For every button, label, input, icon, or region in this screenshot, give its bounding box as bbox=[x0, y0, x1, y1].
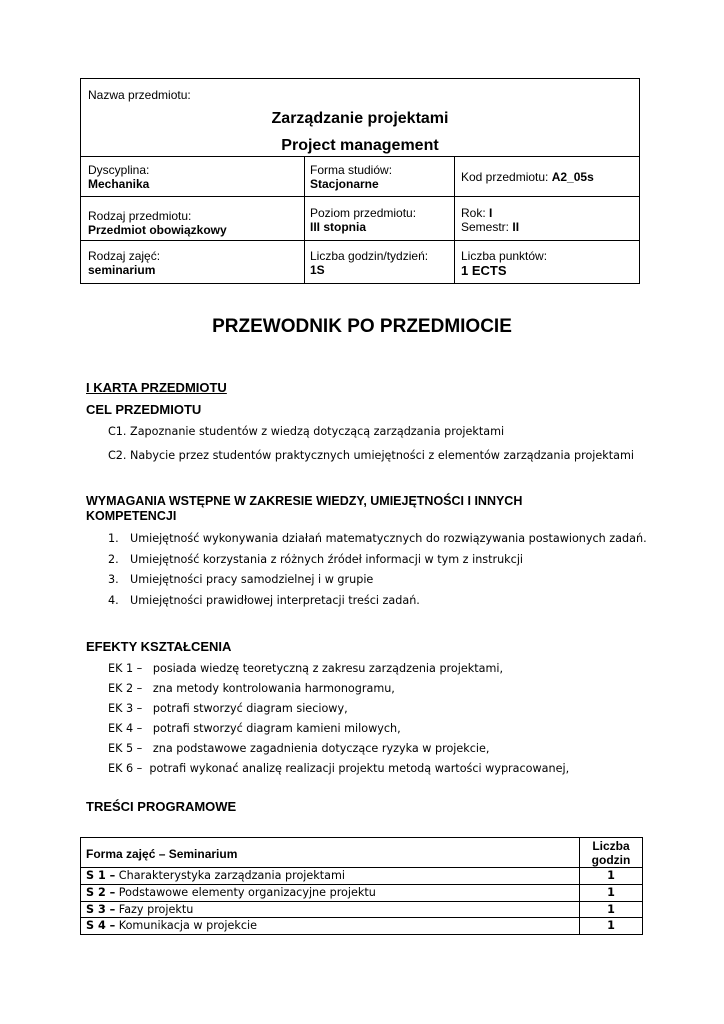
course-level-value: III stopnia bbox=[310, 220, 367, 234]
program-text: Charakterystyka zarządzania projektami bbox=[115, 869, 346, 882]
program-col-hours-line: godzin bbox=[591, 853, 631, 867]
requirement-item bbox=[108, 553, 524, 567]
hours-per-week-value: 1S bbox=[310, 263, 325, 277]
semester bbox=[461, 220, 519, 234]
outcome-item: EK 5 – zna podstawowe zagadnienia dotyczące ryzyka w projekcie, bbox=[108, 742, 490, 755]
course-type-value: Przedmiot obowiązkowy bbox=[88, 223, 227, 237]
year bbox=[461, 206, 492, 220]
program-topic bbox=[86, 903, 193, 917]
program-topic bbox=[86, 869, 345, 883]
program-code: S 2 – bbox=[86, 886, 116, 899]
outcome-item: EK 4 – potrafi stworzyć diagram kamieni milowych, bbox=[108, 722, 401, 735]
program-col-hours-line: Liczba bbox=[592, 839, 630, 853]
program-table bbox=[80, 837, 643, 935]
objective-item: C2. Nabycie przez studentów praktycznych umiejętności z elementów zarządzania projektami bbox=[108, 449, 635, 462]
year-label: Rok: bbox=[461, 206, 490, 220]
semester-label: Semestr: bbox=[461, 220, 513, 234]
program-hours: 1 bbox=[607, 919, 615, 932]
program-text: Fazy projektu bbox=[115, 903, 194, 916]
program-col-form: Forma zajęć – Seminarium bbox=[86, 847, 238, 861]
course-title-pl: Zarządzanie projektami bbox=[271, 110, 449, 127]
requirement-number: 4. bbox=[108, 594, 119, 607]
course-level-label: Poziom przedmiotu: bbox=[310, 206, 417, 220]
requirement-number: 3. bbox=[108, 573, 119, 586]
course-code-value: A2_05s bbox=[551, 170, 594, 184]
program-code: S 1 – bbox=[86, 869, 116, 882]
course-name-label: Nazwa przedmiotu: bbox=[88, 88, 191, 102]
program-topic bbox=[86, 886, 376, 900]
course-title-en: Project management bbox=[281, 137, 439, 154]
guide-title: PRZEWODNIK PO PRZEDMIOCIE bbox=[212, 316, 512, 337]
requirement-item bbox=[108, 532, 647, 546]
discipline-value: Mechanika bbox=[88, 177, 150, 191]
requirements-heading bbox=[86, 494, 522, 524]
course-code bbox=[461, 170, 594, 184]
study-form-label: Forma studiów: bbox=[310, 163, 393, 177]
class-type-value: seminarium bbox=[88, 263, 156, 277]
requirement-number: 2. bbox=[108, 553, 119, 566]
discipline-label: Dyscyplina: bbox=[88, 163, 150, 177]
requirements-heading-line: WYMAGANIA WSTĘPNE W ZAKRESIE WIEDZY, UMIEJĘTNOŚCI I INNYCH bbox=[86, 494, 523, 508]
program-hours: 1 bbox=[607, 886, 615, 899]
requirement-text: Umiejętności prawidłowej interpretacji treści zadań. bbox=[130, 594, 420, 607]
program-hours: 1 bbox=[607, 903, 615, 916]
class-type-label: Rodzaj zajęć: bbox=[88, 249, 161, 263]
outcome-item: EK 6 – potrafi wykonać analizę realizacji projektu metodą wartości wypracowanej, bbox=[108, 762, 570, 775]
course-code-label: Kod przedmiotu: bbox=[461, 170, 552, 184]
table-divider bbox=[81, 240, 639, 241]
ects-label: Liczba punktów: bbox=[461, 249, 548, 263]
program-col-hours bbox=[580, 839, 642, 867]
course-type-label: Rodzaj przedmiotu: bbox=[88, 209, 192, 223]
year-value: I bbox=[489, 206, 493, 220]
semester-value: II bbox=[512, 220, 520, 234]
table-row bbox=[81, 917, 642, 935]
objective-item: C1. Zapoznanie studentów z wiedzą dotyczącą zarządzania projektami bbox=[108, 425, 505, 438]
learning-outcomes-heading: EFEKTY KSZTAŁCENIA bbox=[86, 639, 232, 654]
study-form-value: Stacjonarne bbox=[310, 177, 379, 191]
outcome-item: EK 3 – potrafi stworzyć diagram sieciowy, bbox=[108, 702, 348, 715]
requirement-item bbox=[108, 573, 374, 587]
objective-heading: CEL PRZEDMIOTU bbox=[86, 402, 202, 417]
table-row bbox=[81, 867, 642, 885]
table-divider bbox=[304, 156, 305, 284]
program-text: Komunikacja w projekcie bbox=[115, 919, 258, 932]
course-header-table bbox=[80, 78, 640, 284]
table-divider bbox=[81, 196, 639, 197]
requirement-item bbox=[108, 594, 420, 608]
requirement-text: Umiejętność korzystania z różnych źródeł informacji w tym z instrukcji bbox=[130, 553, 524, 566]
course-card-heading: I KARTA PRZEDMIOTU bbox=[86, 380, 227, 395]
program-code: S 3 – bbox=[86, 903, 116, 916]
requirements-heading-line: KOMPETENCJI bbox=[86, 509, 177, 523]
program-content-heading: TREŚCI PROGRAMOWE bbox=[86, 799, 237, 814]
program-code: S 4 – bbox=[86, 919, 116, 932]
requirement-number: 1. bbox=[108, 532, 119, 545]
ects-value: 1 ECTS bbox=[461, 263, 507, 278]
program-text: Podstawowe elementy organizacyjne projektu bbox=[115, 886, 376, 899]
outcome-item: EK 2 – zna metody kontrolowania harmonogramu, bbox=[108, 682, 395, 695]
program-hours: 1 bbox=[607, 869, 615, 882]
table-row bbox=[81, 884, 642, 902]
program-topic bbox=[86, 919, 257, 933]
requirement-text: Umiejętności pracy samodzielnej i w grupie bbox=[130, 573, 374, 586]
outcome-item: EK 1 – posiada wiedzę teoretyczną z zakresu zarządzenia projektami, bbox=[108, 662, 504, 675]
table-divider bbox=[81, 156, 639, 157]
hours-per-week-label: Liczba godzin/tydzień: bbox=[310, 249, 429, 263]
table-divider bbox=[454, 156, 455, 284]
requirement-text: Umiejętność wykonywania działań matematycznych do rozwiązywania postawionych zadań. bbox=[130, 532, 647, 545]
